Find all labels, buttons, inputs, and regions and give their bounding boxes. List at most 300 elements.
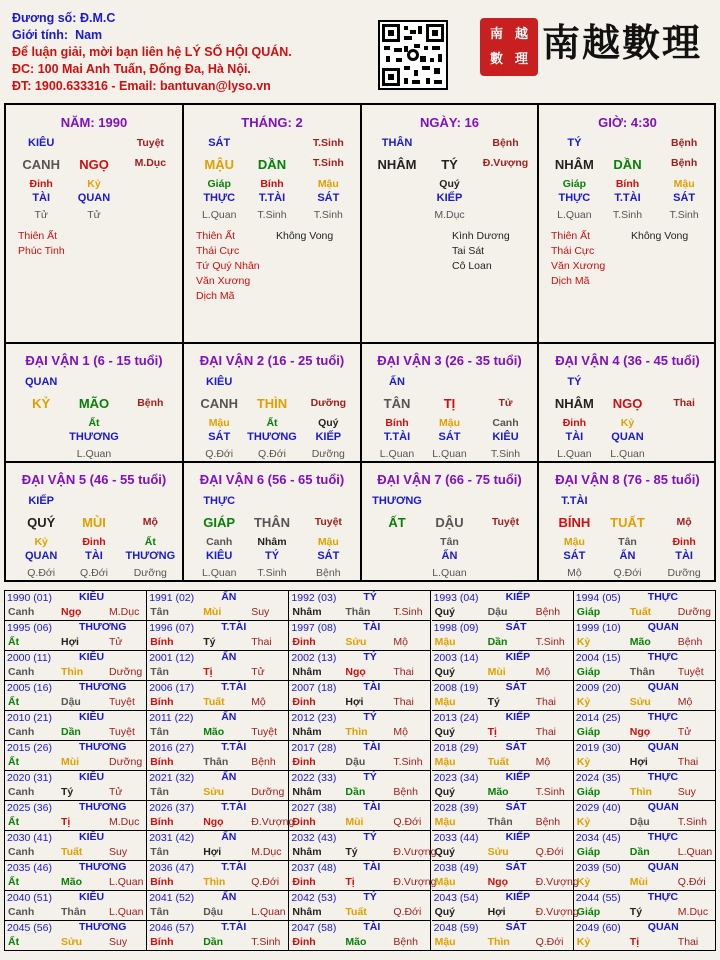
year-cell	[5, 771, 147, 801]
dai-van-ten-god: TÝ	[567, 376, 582, 388]
year-branch: Thân	[61, 906, 87, 918]
star: Tứ Quý Nhân	[196, 260, 260, 272]
year-ten-god: THƯƠNG	[79, 681, 127, 693]
year-branch: Thân	[203, 756, 229, 768]
year-ten-god: KIẾP	[505, 891, 531, 903]
year-stem: Đinh	[292, 816, 316, 828]
year-ten-god: THƯƠNG	[79, 621, 127, 633]
year-ten-god: THƯƠNG	[79, 861, 127, 873]
year-cell	[5, 591, 147, 621]
year-stem: Tân	[150, 786, 169, 798]
year-ten-god: THỰC	[647, 591, 679, 603]
dai-van-chi: MÃO	[78, 396, 110, 411]
year-cell	[5, 831, 147, 861]
year-stem: Canh	[8, 726, 35, 738]
year-cell	[574, 681, 716, 711]
year-branch: Hợi	[487, 906, 506, 918]
year-stem: Mậu	[434, 696, 456, 708]
year-label: 2003 (14)	[433, 652, 479, 664]
year-branch: Ngọ	[203, 816, 224, 828]
year-state: T.Sinh	[535, 786, 565, 798]
year-stem: Ất	[8, 936, 20, 948]
hidden-ten-god: THƯƠNG	[247, 431, 297, 443]
year-label: 2029 (40)	[575, 802, 621, 814]
year-stem: Nhâm	[292, 726, 322, 738]
hidden-stem: Mậu	[317, 178, 339, 190]
year-cell	[289, 651, 431, 681]
year-cell	[432, 801, 574, 831]
year-ten-god: TÝ	[363, 711, 377, 723]
hidden-state: Q.Đới	[80, 567, 108, 579]
header-line3: Để luận giải, mời bạn liên hệ LÝ SỐ HỘI QUÁN.	[12, 45, 292, 59]
dai-van-title: ĐẠI VẬN 6 (56 - 65 tuổi)	[199, 472, 345, 487]
year-branch: Thìn	[487, 936, 510, 948]
year-stem: Đinh	[292, 636, 316, 648]
year-ten-god: SÁT	[505, 621, 527, 633]
year-state: Dưỡng	[677, 606, 711, 618]
year-branch: Mùi	[629, 876, 648, 888]
year-label: 2010 (21)	[7, 712, 52, 724]
dai-van-chi: MÙI	[82, 515, 106, 530]
year-ten-god: TÀI	[363, 621, 381, 633]
year-label: 2033 (44)	[433, 832, 479, 844]
year-label: 2041 (52)	[149, 892, 195, 904]
year-cell	[147, 681, 289, 711]
year-ten-god: TÝ	[363, 771, 377, 783]
hidden-stem: Đinh	[672, 536, 696, 548]
hidden-state: L.Quan	[610, 448, 645, 460]
year-cell	[147, 771, 289, 801]
year-state: L.Quan	[109, 876, 144, 888]
year-stem: Giáp	[576, 726, 601, 738]
hidden-state: Q.Đới	[27, 567, 56, 579]
year-label: 2023 (34)	[433, 772, 479, 784]
year-ten-god: ẤN	[221, 831, 237, 843]
year-ten-god: KIẾP	[505, 831, 531, 843]
year-label: 2032 (43)	[291, 832, 337, 844]
year-branch: Dần	[345, 786, 366, 798]
year-ten-god: TÝ	[363, 591, 377, 603]
year-ten-god: QUAN	[647, 921, 679, 933]
year-label: 2046 (57)	[149, 922, 195, 934]
year-state: Bệnh	[393, 786, 418, 798]
hidden-state: L.Quan	[76, 448, 112, 460]
year-ten-god: THƯƠNG	[79, 741, 127, 753]
year-cell	[5, 921, 147, 951]
year-stem: Nhâm	[292, 666, 322, 678]
year-state: Mộ	[251, 696, 266, 708]
year-ten-god: TÝ	[363, 891, 377, 903]
pillar-can: NHÂM	[554, 157, 594, 172]
hidden-ten-god: SÁT	[563, 550, 586, 562]
hidden-state: T.Sinh	[257, 209, 287, 221]
year-state: Thai	[677, 936, 699, 948]
year-branch: Tị	[345, 876, 355, 888]
year-ten-god: KIÊU	[79, 651, 105, 663]
year-stem: Quý	[434, 846, 456, 858]
hidden-state: L.Quan	[201, 209, 237, 221]
year-label: 1991 (02)	[149, 592, 195, 604]
dai-van-state: Dưỡng	[310, 397, 347, 409]
hidden-stem: Bính	[615, 178, 640, 190]
year-ten-god: TÀI	[363, 741, 381, 753]
year-stem: Canh	[8, 786, 35, 798]
hidden-state: T.Sinh	[257, 567, 287, 579]
year-ten-god: KIẾP	[505, 771, 531, 783]
year-label: 2042 (53)	[291, 892, 337, 904]
star: Kình Dương	[452, 230, 510, 242]
pillar-state: T.Sinh	[312, 137, 344, 149]
year-cell	[432, 921, 574, 951]
year-branch: Mùi	[61, 756, 80, 768]
dai-van-chi: NGỌ	[612, 396, 643, 411]
year-cell	[147, 711, 289, 741]
dai-van-can: GIÁP	[203, 515, 236, 530]
hidden-state: Dưỡng	[311, 448, 345, 460]
year-label: 2018 (29)	[433, 742, 479, 754]
hidden-ten-god: THƯƠNG	[69, 431, 119, 443]
year-stem: Ất	[8, 876, 20, 888]
hidden-ten-god: TÀI	[85, 550, 103, 562]
header-line4: ĐC: 100 Mai Anh Tuấn, Đống Đa, Hà Nội.	[12, 62, 251, 76]
hidden-stem: Tân	[618, 536, 637, 548]
year-stem: Tân	[150, 666, 169, 678]
year-stem: Ất	[8, 816, 20, 828]
year-ten-god: QUAN	[647, 621, 679, 633]
brand-title: 南越數理	[542, 20, 703, 65]
star: Thiên Ất	[18, 230, 58, 242]
year-ten-god: KIÊU	[79, 771, 105, 783]
hidden-ten-god: KIẾP	[315, 431, 342, 443]
year-branch: Ngọ	[345, 666, 366, 678]
hidden-ten-god: KIẾP	[436, 192, 463, 204]
year-label: 2020 (31)	[7, 772, 52, 784]
hidden-ten-god: SÁT	[317, 550, 340, 562]
year-branch: Tị	[629, 936, 640, 948]
hidden-state: Q.Đới	[205, 448, 234, 460]
pillar-ten-god: KIÊU	[28, 137, 55, 149]
year-label: 1995 (06)	[7, 622, 52, 634]
year-stem: Quý	[434, 726, 456, 738]
year-state: Thai	[393, 666, 414, 678]
year-cell	[574, 711, 716, 741]
year-branch: Tị	[203, 666, 213, 678]
year-label: 2049 (60)	[575, 922, 621, 934]
year-label: 1997 (08)	[291, 622, 337, 634]
year-state: Thai	[251, 636, 272, 648]
year-state: Bệnh	[535, 606, 561, 618]
dai-van-title: ĐẠI VẬN 2 (16 - 25 tuổi)	[199, 353, 345, 368]
hidden-stem: Giáp	[207, 178, 231, 190]
hidden-state: Q.Đới	[258, 448, 286, 460]
year-cell	[574, 861, 716, 891]
year-ten-god: T.TÀI	[221, 741, 247, 753]
year-cell	[289, 771, 431, 801]
hidden-stem: Canh	[206, 536, 233, 548]
year-label: 2021 (32)	[149, 772, 195, 784]
year-ten-god: QUAN	[647, 861, 679, 873]
year-stem: Kỷ	[576, 756, 591, 768]
year-state: Mộ	[535, 666, 551, 678]
year-state: Tuyệt	[109, 696, 135, 708]
year-state: T.Sinh	[393, 756, 423, 768]
year-cell	[432, 771, 574, 801]
pillar-chi: NGỌ	[79, 157, 109, 172]
dai-van-chi: THÌN	[256, 396, 288, 411]
year-stem: Giáp	[576, 606, 601, 618]
year-cell	[574, 801, 716, 831]
year-state: Tử	[109, 786, 123, 798]
pillar-chi: DẦN	[257, 157, 287, 172]
year-branch: Hợi	[345, 696, 364, 708]
year-label: 1996 (07)	[149, 622, 195, 634]
dai-van-chi: THÂN	[253, 515, 291, 530]
year-state: Mộ	[535, 756, 551, 768]
hidden-stem: Bính	[385, 417, 409, 429]
year-stem: Kỷ	[576, 876, 591, 888]
year-ten-god: TÀI	[363, 681, 381, 693]
year-stem: Kỷ	[576, 936, 591, 948]
year-cell	[574, 621, 716, 651]
year-branch: Dậu	[203, 906, 224, 918]
hidden-stem: Đinh	[82, 536, 106, 548]
year-state: Q.Đới	[393, 816, 422, 828]
year-cell	[432, 711, 574, 741]
year-state: Q.Đới	[677, 876, 706, 888]
year-stem: Nhâm	[292, 606, 322, 618]
year-label: 1998 (09)	[433, 622, 479, 634]
year-cell	[574, 891, 716, 921]
year-cell	[5, 681, 147, 711]
dai-van-can: BÍNH	[558, 515, 591, 530]
year-label: 1993 (04)	[433, 592, 479, 604]
year-label: 2002 (13)	[291, 652, 337, 664]
hidden-stem: Mậu	[563, 536, 585, 548]
pillar-chi-state: M.Dục	[134, 157, 167, 169]
dai-van-ten-god: KIẾP	[28, 495, 55, 507]
hidden-stem: Quý	[439, 178, 460, 190]
star: Văn Xương	[196, 275, 251, 287]
year-cell	[147, 891, 289, 921]
year-stem: Ất	[8, 756, 20, 768]
year-state: Bệnh	[251, 756, 276, 768]
dai-van-state: Tuyệt	[314, 516, 342, 528]
year-stem: Đinh	[292, 696, 316, 708]
year-stem: Mậu	[434, 936, 456, 948]
year-ten-god: SÁT	[505, 801, 527, 813]
year-stem: Bính	[150, 756, 174, 768]
year-state: Suy	[109, 936, 128, 948]
year-ten-god: ẤN	[221, 771, 237, 783]
year-cell	[147, 801, 295, 831]
year-branch: Tý	[487, 696, 500, 708]
year-ten-god: THỰC	[647, 771, 679, 783]
year-ten-god: T.TÀI	[221, 921, 247, 933]
dai-van-ten-god: THƯƠNG	[372, 495, 422, 507]
year-ten-god: KIÊU	[79, 831, 105, 843]
hidden-ten-god: SÁT	[438, 431, 461, 443]
hidden-ten-god: ẤN	[441, 550, 458, 562]
year-ten-god: ẤN	[221, 591, 237, 603]
star: Dịch Mã	[196, 290, 235, 302]
year-ten-god: QUAN	[647, 741, 679, 753]
year-label: 2043 (54)	[433, 892, 479, 904]
year-stem: Mậu	[434, 816, 456, 828]
hidden-ten-god: SÁT	[673, 192, 696, 204]
hidden-stem: Ất	[266, 417, 278, 429]
year-branch: Thân	[345, 606, 371, 618]
year-ten-god: TÀI	[363, 921, 381, 933]
year-cell	[5, 801, 147, 831]
pillar-can: CANH	[22, 157, 60, 172]
year-cell	[289, 921, 431, 951]
year-stem: Tân	[150, 906, 169, 918]
year-cell	[5, 711, 147, 741]
star: Dịch Mã	[551, 275, 590, 287]
hidden-ten-god: TÀI	[565, 431, 584, 443]
year-ten-god: KIẾP	[505, 711, 531, 723]
hidden-state: Mộ	[567, 567, 582, 579]
dai-van-state: Mộ	[142, 516, 158, 528]
year-state: Tuyệt	[251, 726, 278, 738]
hidden-state: T.Sinh	[669, 209, 699, 221]
year-state: T.Sinh	[535, 636, 565, 648]
year-state: Tuyệt	[109, 726, 135, 738]
year-stem: Canh	[8, 666, 35, 678]
hidden-state: T.Sinh	[490, 448, 521, 460]
dai-van-can: ẤT	[388, 515, 406, 530]
year-branch: Ngọ	[487, 876, 509, 888]
pillar-ten-god: SÁT	[208, 137, 231, 149]
year-branch: Sửu	[345, 636, 367, 648]
hidden-stem: Đinh	[29, 178, 53, 190]
hidden-state: M.Dục	[434, 209, 465, 221]
year-label: 2025 (36)	[7, 802, 52, 814]
year-branch: Tý	[345, 846, 358, 858]
year-ten-god: QUAN	[647, 801, 679, 813]
hidden-ten-god: QUAN	[24, 550, 58, 562]
year-cell	[574, 921, 716, 951]
year-stem: Kỷ	[576, 816, 591, 828]
pillar-state: Bệnh	[671, 137, 698, 149]
year-branch: Dần	[203, 936, 224, 948]
star: Tai Sát	[452, 245, 485, 257]
year-cell	[432, 831, 574, 861]
year-ten-god: T.TÀI	[221, 801, 247, 813]
dai-van-state: Bệnh	[137, 397, 164, 409]
hidden-ten-god: TÀI	[675, 550, 693, 562]
year-branch: Tý	[203, 636, 216, 648]
year-cell	[432, 741, 574, 771]
year-label: 2038 (49)	[433, 862, 479, 874]
year-label: 2036 (47)	[149, 862, 195, 874]
year-cell	[289, 831, 437, 861]
year-branch: Thìn	[203, 876, 226, 888]
hidden-stem: Kỷ	[620, 417, 635, 429]
year-branch: Mão	[629, 636, 651, 648]
year-cell	[432, 651, 574, 681]
year-branch: Sửu	[487, 846, 509, 858]
hidden-ten-god: T.TÀI	[258, 192, 286, 204]
hidden-ten-god: KIÊU	[492, 431, 519, 443]
hidden-state: L.Quan	[379, 448, 415, 460]
year-branch: Ngọ	[629, 726, 651, 738]
year-cell	[432, 621, 574, 651]
year-state: Thai	[677, 756, 699, 768]
hidden-stem: Kỷ	[87, 178, 101, 190]
hidden-stem: Đinh	[562, 417, 587, 429]
year-branch: Mùi	[487, 666, 506, 678]
pillar-can: MẬU	[204, 157, 234, 172]
year-branch: Sửu	[61, 936, 83, 948]
year-cell	[147, 921, 289, 951]
year-branch: Mão	[487, 786, 509, 798]
year-state: Suy	[677, 786, 696, 798]
year-state: L.Quan	[109, 906, 144, 918]
star: Không Vong	[276, 230, 334, 242]
header-line1: Đương số: Đ.M.C	[12, 11, 116, 25]
hidden-state: L.Quan	[557, 448, 592, 460]
star: Thiên Ất	[196, 230, 236, 242]
year-state: Thai	[535, 696, 557, 708]
hidden-stem: Ất	[88, 417, 100, 429]
year-ten-god: THỰC	[647, 891, 679, 903]
dai-van-can: CANH	[200, 396, 238, 411]
dai-van-ten-god: KIÊU	[206, 376, 233, 388]
hidden-ten-god: THỰC	[203, 192, 236, 204]
year-state: T.Sinh	[677, 816, 707, 828]
hidden-ten-god: T.TÀI	[383, 431, 411, 443]
year-ten-god: ẤN	[221, 891, 237, 903]
year-label: 2011 (22)	[149, 712, 194, 724]
year-state: Q.Đới	[535, 936, 564, 948]
year-branch: Tuất	[61, 846, 83, 858]
dai-van-chi: TỊ	[443, 396, 456, 411]
year-cell	[5, 651, 147, 681]
year-label: 2013 (24)	[433, 712, 479, 724]
star: Thái Cực	[196, 245, 240, 257]
year-cell	[147, 591, 289, 621]
year-branch: Thân	[487, 816, 513, 828]
year-state: Mộ	[677, 696, 693, 708]
year-stem: Nhâm	[292, 786, 322, 798]
hidden-state: Bệnh	[316, 567, 341, 579]
year-label: 2026 (37)	[149, 802, 195, 814]
year-ten-god: ẤN	[221, 651, 237, 663]
pillar-ten-god: TÝ	[567, 137, 582, 149]
year-cell	[574, 831, 716, 861]
year-label: 2007 (18)	[291, 682, 337, 694]
year-cell	[147, 651, 289, 681]
year-label: 2008 (19)	[433, 682, 479, 694]
pillar-can: NHÂM	[377, 157, 417, 172]
year-state: Tử	[677, 726, 692, 738]
hidden-stem: Mậu	[673, 178, 695, 190]
year-cell	[147, 831, 289, 861]
year-branch: Tuất	[629, 606, 652, 618]
year-stem: Bính	[150, 636, 174, 648]
year-label: 1990 (01)	[7, 592, 52, 604]
hidden-state: L.Quan	[432, 448, 467, 460]
year-label: 2037 (48)	[291, 862, 337, 874]
year-ten-god: KIẾP	[505, 591, 531, 603]
star: Không Vong	[631, 230, 689, 242]
year-branch: Thìn	[61, 666, 84, 678]
hidden-stem: Canh	[492, 417, 519, 429]
year-branch: Tý	[629, 906, 643, 918]
hidden-ten-god: THỰC	[558, 192, 591, 204]
year-stem: Quý	[434, 666, 456, 678]
